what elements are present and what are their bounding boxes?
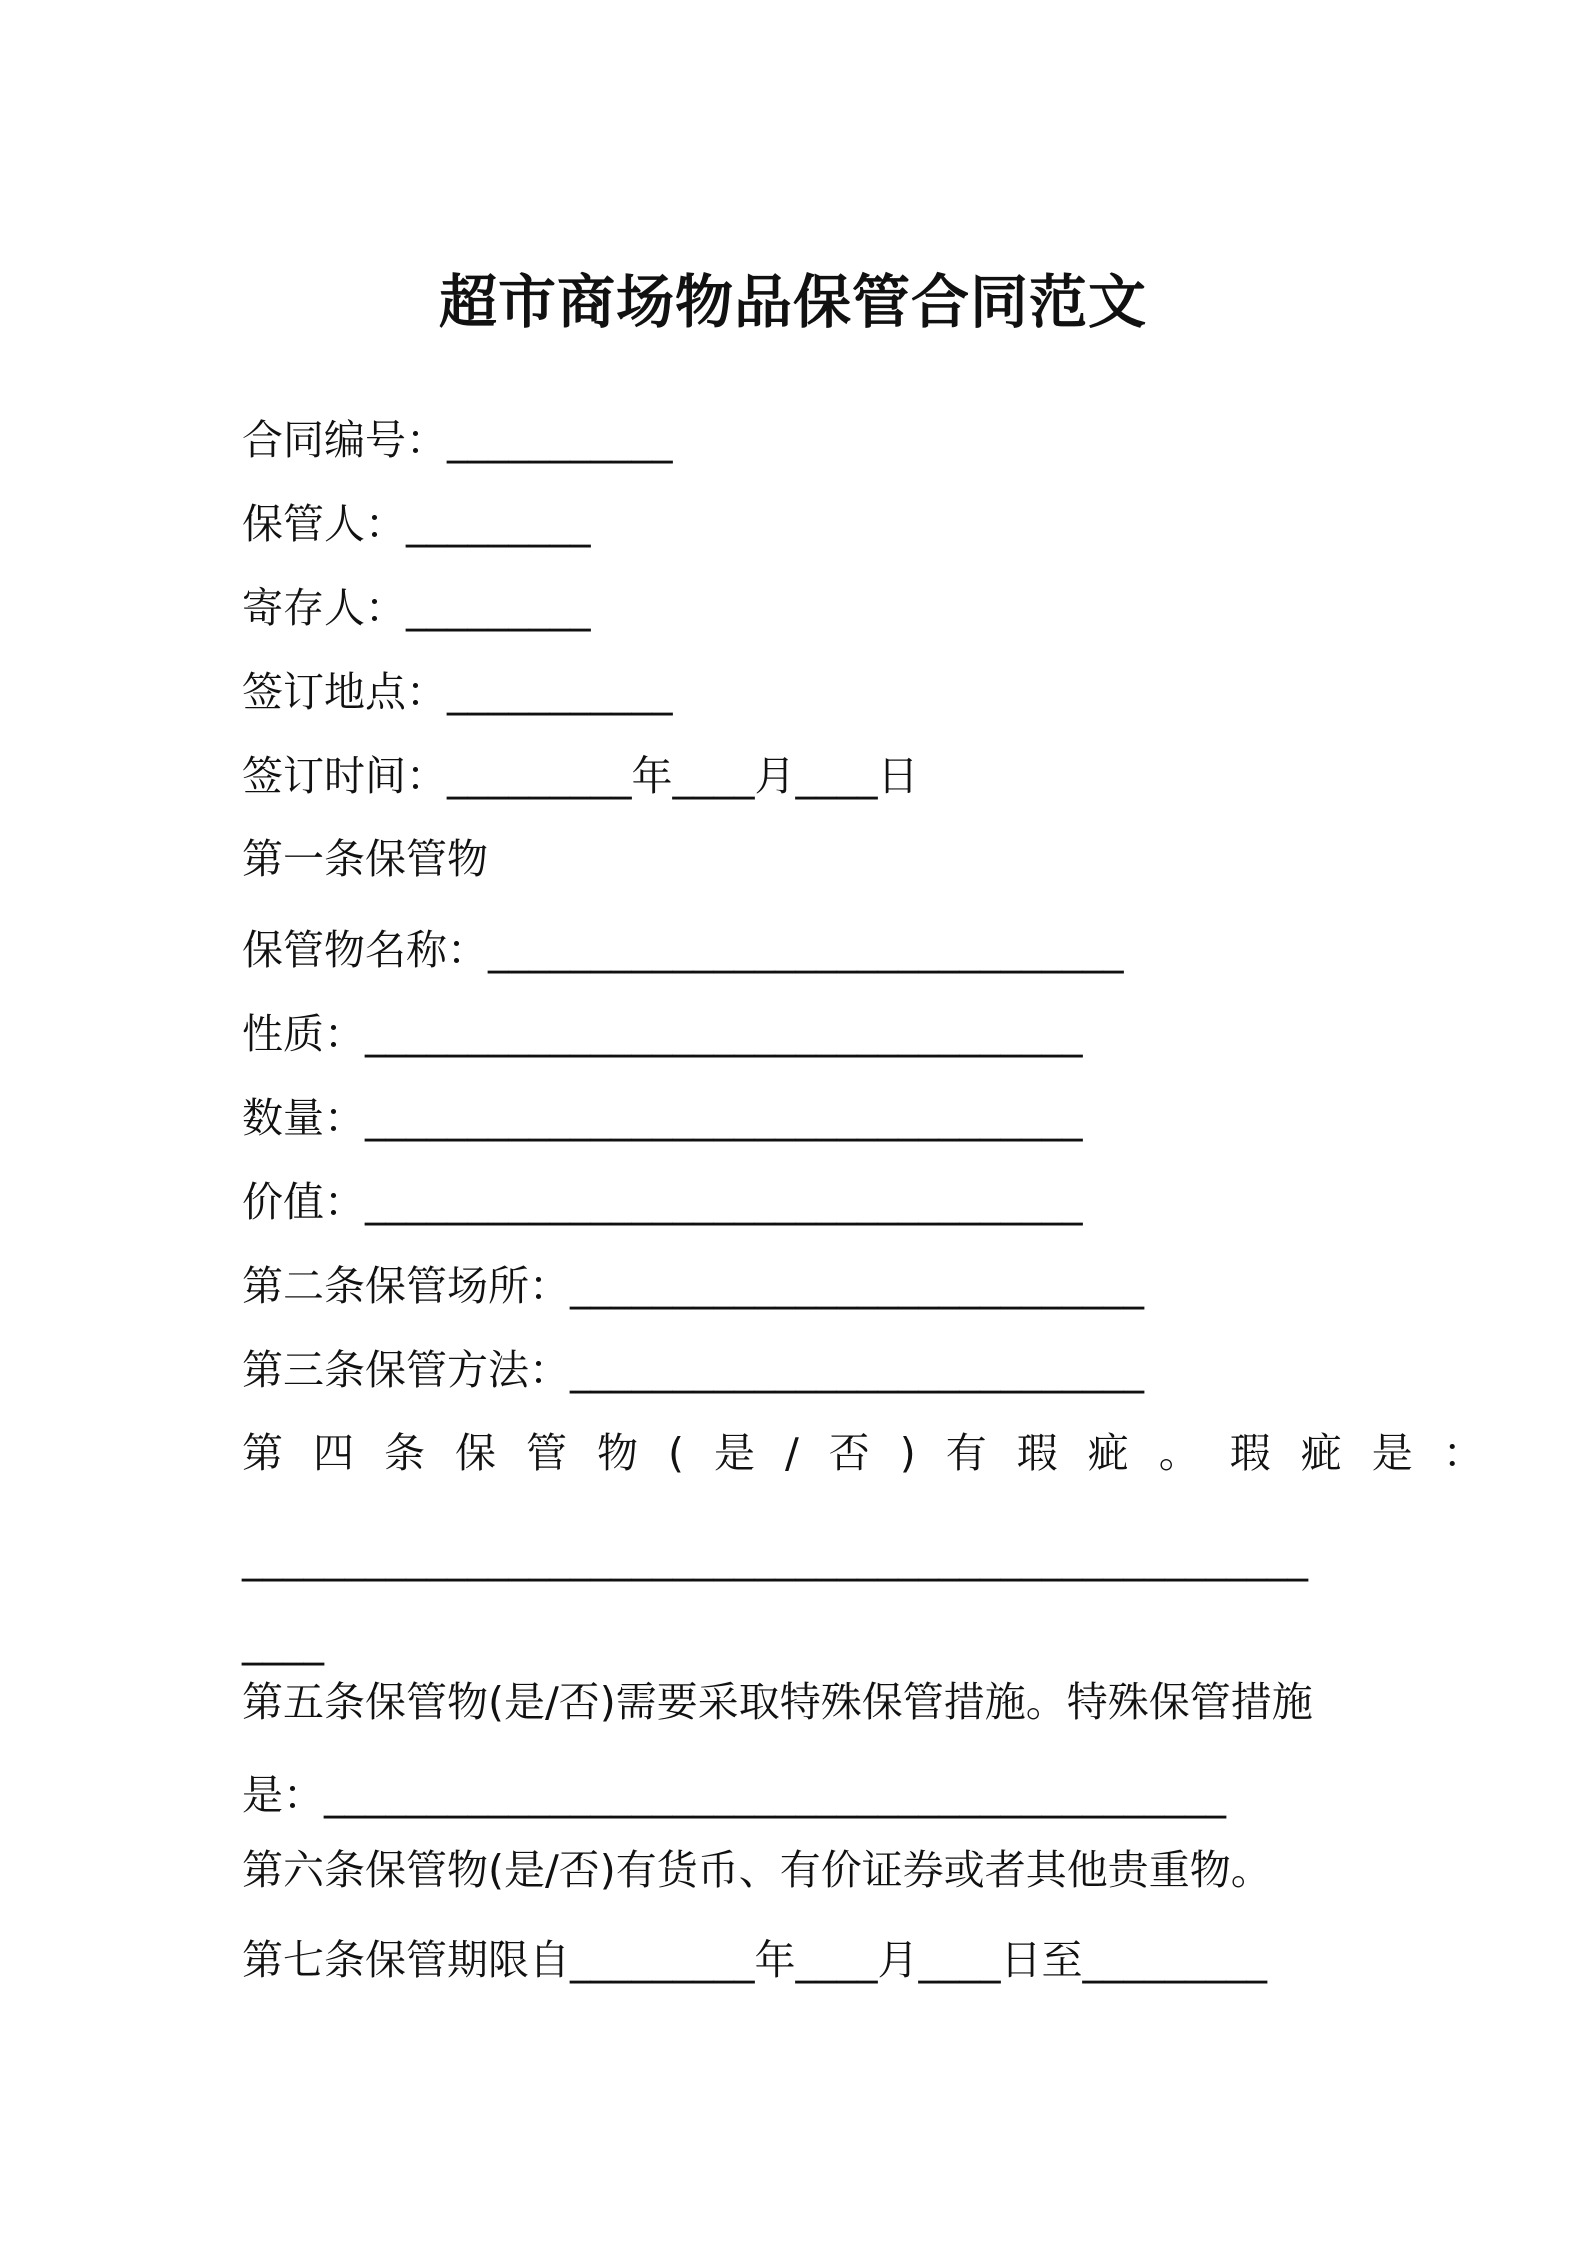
value-line: 价值：___________________________________ — [242, 1178, 1083, 1226]
article-7-line: 第七条保管期限自_________年____月____日至_________ — [242, 1936, 1267, 1984]
signing-place-line: 签订地点：___________ — [242, 668, 673, 716]
document-title: 超市商场物品保管合同范文 — [438, 268, 1147, 336]
contract-number-line: 合同编号：___________ — [242, 416, 673, 464]
nature-line: 性质：___________________________________ — [242, 1010, 1083, 1058]
quantity-line: 数量：___________________________________ — [242, 1094, 1083, 1142]
depositor-line: 寄存人：_________ — [242, 584, 591, 632]
article-4-line: 第四条保管物(是/否)有瑕疵。瑕疵是： — [242, 1429, 1514, 1477]
custodian-line: 保管人：_________ — [242, 500, 591, 548]
defect-blank-line: ____________________________________________________ — [242, 1534, 1308, 1582]
defect-blank-continuation: ____ — [242, 1618, 324, 1666]
article-3-line: 第三条保管方法：____________________________ — [242, 1346, 1144, 1394]
item-name-line: 保管物名称：_______________________________ — [242, 926, 1124, 974]
signing-date-line: 签订时间：_________年____月____日 — [242, 752, 919, 800]
article-2-line: 第二条保管场所：____________________________ — [242, 1262, 1144, 1310]
article-1-heading: 第一条保管物 — [242, 835, 488, 883]
article-5-continuation: 是：____________________________________________ — [242, 1771, 1226, 1819]
article-6-line: 第六条保管物(是/否)有货币、有价证券或者其他贵重物。 — [242, 1846, 1272, 1894]
article-5-line: 第五条保管物(是/否)需要采取特殊保管措施。特殊保管措施 — [242, 1678, 1313, 1726]
